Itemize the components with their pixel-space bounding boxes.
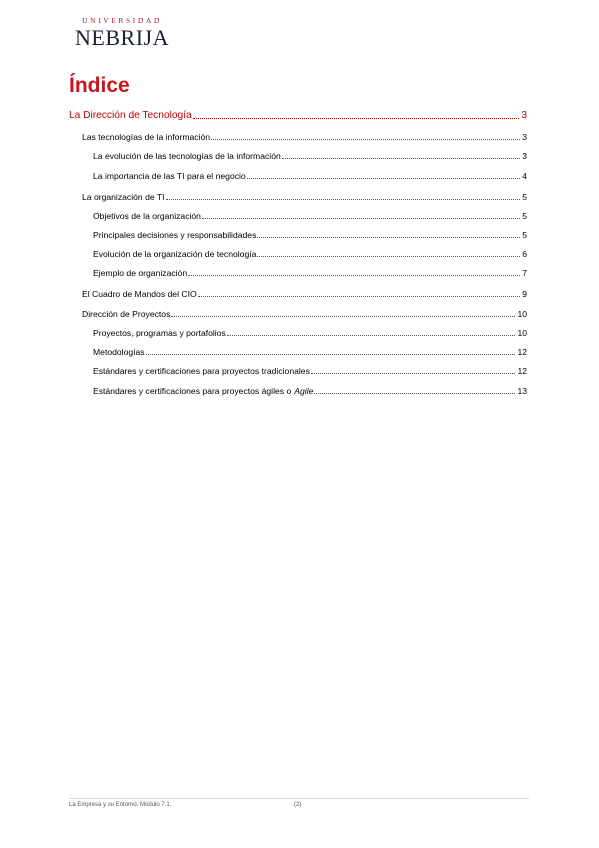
toc-entry[interactable]: [69, 189, 527, 203]
toc-dot-leader: [198, 296, 521, 297]
toc-entry-page: 10: [517, 328, 527, 338]
toc-dot-leader: [188, 275, 520, 276]
toc-dot-leader: [211, 139, 520, 140]
toc-entry[interactable]: [69, 208, 527, 222]
toc-entry-label: Dirección de Proyectos: [82, 309, 171, 319]
logo-top-text: UNIVERSIDAD: [82, 16, 162, 25]
toc-entry[interactable]: [69, 227, 527, 241]
toc-entry-page: 10: [517, 309, 527, 319]
toc-dot-leader: [247, 178, 521, 179]
toc-entry-page: 6: [522, 249, 527, 259]
toc-entry-page: 9: [522, 289, 527, 299]
toc-entry-label: Estándares y certificaciones para proyectos tradicionales: [93, 366, 310, 376]
toc-dot-leader: [311, 373, 516, 374]
toc-dot-leader: [227, 335, 516, 336]
toc-dot-leader: [202, 218, 520, 219]
toc-dot-leader: [257, 256, 520, 257]
toc-entry[interactable]: [69, 129, 527, 143]
toc-entry-label: La evolución de las tecnologías de la información: [93, 151, 281, 161]
toc-entry-label: Principales decisiones y responsabilidades: [93, 230, 257, 240]
toc-entry[interactable]: [69, 363, 527, 377]
toc-entry-page: 5: [522, 192, 527, 202]
footer-page-number: (2): [294, 802, 302, 808]
toc-entry[interactable]: [69, 344, 527, 358]
toc-entry-label: Metodologías: [93, 347, 145, 357]
toc-entry-page: 12: [517, 366, 527, 376]
page-footer: [69, 798, 529, 808]
toc-entry-page: 3: [521, 110, 527, 121]
toc-entry-page: 7: [522, 268, 527, 278]
toc-entry[interactable]: [69, 168, 527, 182]
toc-entry-page: 12: [517, 347, 527, 357]
logo-name: NEBRIJA: [75, 25, 169, 50]
toc-dot-leader: [314, 393, 515, 394]
toc-entry-label: El Cuadro de Mandos del CIO: [82, 289, 197, 299]
toc-entry-label: La importancia de las TI para el negocio: [93, 171, 246, 181]
toc-entry[interactable]: [69, 306, 527, 320]
toc-entry-page: 5: [522, 211, 527, 221]
toc-entry[interactable]: [69, 325, 527, 339]
page-title: Índice: [69, 74, 130, 97]
toc-entry[interactable]: [69, 286, 527, 300]
toc-entry-page: 3: [522, 151, 527, 161]
toc-entry-label: La Dirección de Tecnología: [69, 110, 192, 121]
toc-dot-leader: [257, 237, 520, 238]
toc-entry-label: Ejemplo de organización: [93, 268, 188, 278]
toc-entry-label-italic: Agile: [294, 386, 314, 396]
toc-entry-page: 13: [517, 386, 527, 396]
toc-dot-leader: [282, 158, 520, 159]
toc-entry[interactable]: [69, 108, 527, 122]
toc-entry-label: La organización de TI: [82, 192, 165, 202]
toc-dot-leader: [166, 199, 521, 200]
toc-entry-page: 5: [522, 230, 527, 240]
toc-entry-label: Estándares y certificaciones para proyectos ágiles o: [93, 386, 292, 396]
toc-entry-label: Las tecnologías de la información: [82, 132, 211, 142]
toc-entry-page: 4: [522, 171, 527, 181]
toc-entry[interactable]: [69, 148, 527, 162]
toc-entry-page: 3: [522, 132, 527, 142]
toc-entry[interactable]: [69, 246, 527, 260]
toc-dot-leader: [193, 118, 520, 119]
toc-entry-label: Objetivos de la organización: [93, 211, 201, 221]
toc-dot-leader: [146, 354, 516, 355]
university-logo: [70, 16, 174, 50]
toc-entry-label: Evolución de la organización de tecnología: [93, 249, 257, 259]
toc-entry[interactable]: [69, 383, 527, 397]
toc-entry[interactable]: [69, 265, 527, 279]
toc-entry-label: Proyectos, programas y portafolios: [93, 328, 226, 338]
toc-dot-leader: [171, 316, 515, 317]
footer-text: La Empresa y su Entorno. Módulo 7.1.: [69, 802, 172, 808]
